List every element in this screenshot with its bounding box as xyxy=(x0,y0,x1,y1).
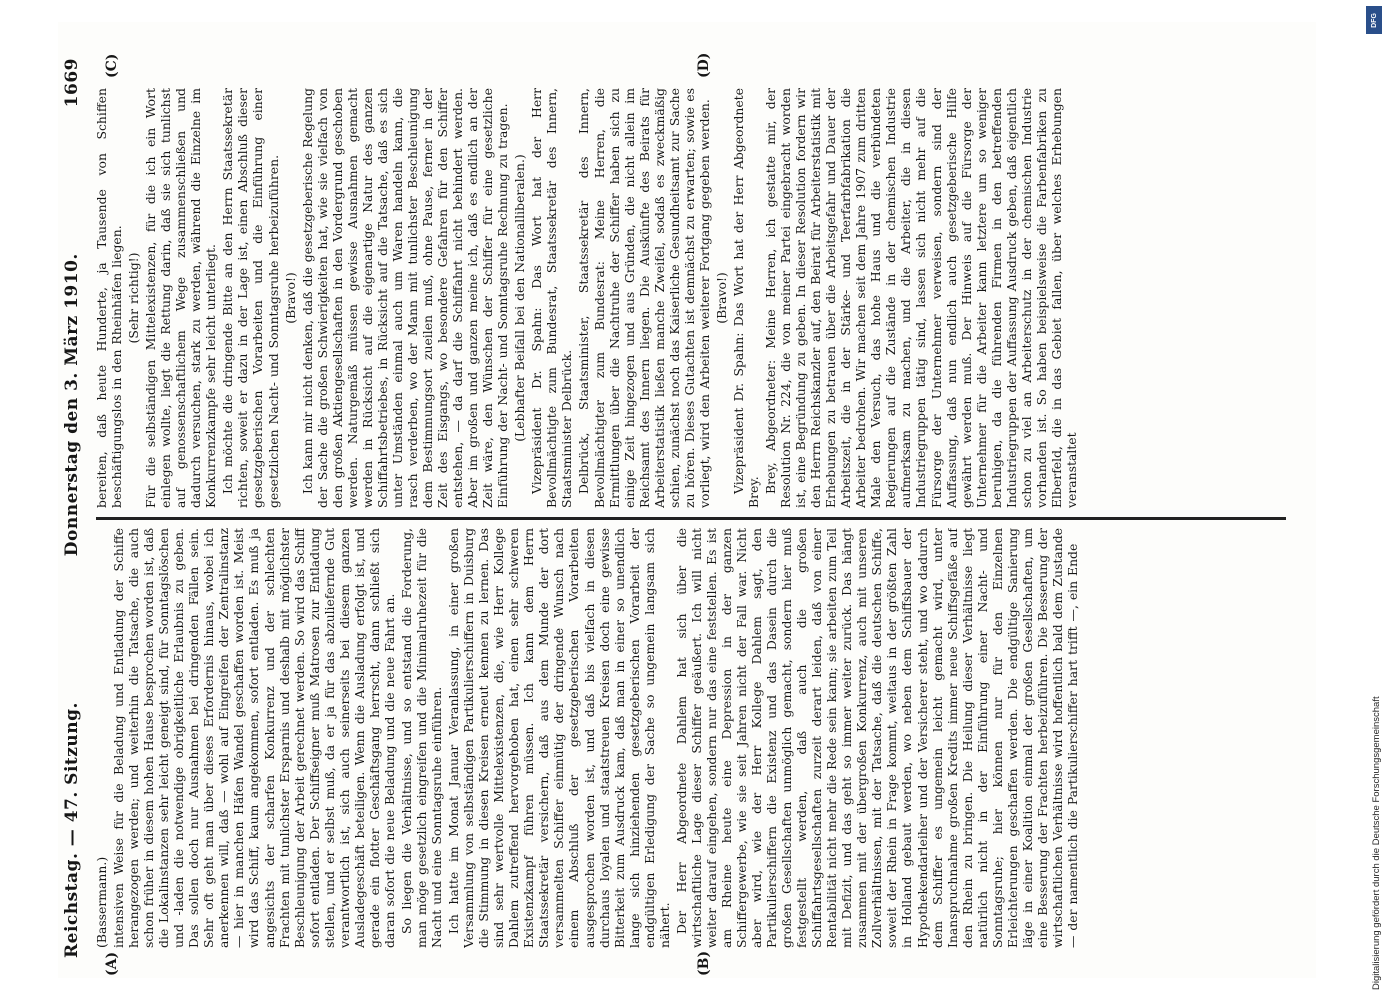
margin-mark-d: (D) xyxy=(696,52,712,78)
paragraph: bereiten, daß heute Hunderte, ja Tausende von Schiffen beschäftigungslos in den Rheinhäfen liegen. xyxy=(94,88,125,508)
paragraph: Ich kann mir nicht denken, daß die gesetzgeberische Regelung der Sache die großen Schwierigkeiten hat, wie sie vielfach von den großen Aktiengesellschaften in den Vordergrund geschoben werden. Naturgemäß müssen gewisse Ausnahmen gemacht werden in Rücksicht auf die eigenartige Natur des ganzen Schiffahrtsbetriebes, in Rücksicht auf die Tatsache, daß es sich unter Umständen einmal auch um Waren handeln kann, die rasch verderben, wo der Mann mit tunlichster Beschleunigung dem Bestimmungsort zueilen muß, ohne Pause, ferner in der Zeit des Eisgangs, wo besondere Gefahren für den Schiffer entstehen, — da darf die Schiffahrt nicht behindert werden. Aber im großen und ganzen meine ich, daß es endlich an der Zeit wäre, den Wünschen der Schiffer für eine gesetzliche Einführung der Nacht- und Sonntagsruhe Rechnung zu tragen. xyxy=(299,88,511,508)
paragraph: (Bravo!) xyxy=(282,272,298,324)
credit-text: Digitalisierung gefördert durch die Deutsche Forschungsgemeinschaft xyxy=(1370,696,1382,990)
paragraph: Delbrück, Staatsminister, Staatssekretär des Innern, Bevollmächtigter zum Bundesrat: Meine Herren, die Ermittlungen über die Nachtruhe der Schiffer haben sich zu einige Zeit hingezogen und aus Gründen, die nicht allein im Reichsamt des Innern liegen. Die Auskünfte des Beirats für Arbeiterstatistik ließen manche Zweifel, sodaß es zweckmäßig schien, zunächst noch das Kaiserliche Gesundheitsamt zur Sache zu hören. Dieses Gutachten ist demnächst zu erwarten; sowie es vorliegt, wird den Arbeiten weiterer Fortgang gegeben werden. xyxy=(576,88,712,508)
paragraph: So liegen die Verhältnisse, und so entstand die Forderung, man möge gesetzlich eingreifen und die Minimalruhezeit für die Nacht und eine Sonntagsruhe einführen. xyxy=(398,528,445,948)
paragraph: (Lebhafter Beifall bei den Nationalliberalen.) xyxy=(512,154,528,442)
left-column xyxy=(94,528,1289,948)
margin-mark-b: (B) xyxy=(696,950,712,976)
margin-mark-a: (A) xyxy=(104,951,120,976)
paragraph: Vizepräsident Dr. Spahn: Das Wort hat der Herr Abgeordnete Brey. xyxy=(730,88,761,508)
header-date: Donnerstag den 3. März 1910. xyxy=(62,253,82,557)
paragraph: Für die selbständigen Mittelexistenzen, für die ich ein Wort einlegen wollte, liegt die Rettung darin, daß sie sich tunlichst auf genossenschaftlichem Wege zusammenschließen und dadurch versuchen, stark zu werden, während die Einzelne im Konkurrenzkampfe sehr leicht unterliegt. xyxy=(143,88,219,508)
paragraph: Der Herr Abgeordnete Dahlem hat sich über die wirtschaftliche Lage dieser Schiffer geäußert. Ich will nicht weiter darauf eingehen, sondern nur das eine feststellen. Es ist am Rheine heute eine Depression in der ganzen Schiffergewerbe, wie sie seit Jahren nicht der Fall war. Nicht aber wird, wie der Herr Kollege Dahlem sagt, den Partikulierschiffern die Existenz und das Dasein durch die großen Gesellschaften unmöglich gemacht, sondern hier muß festgestellt werden, daß auch die großen Schiffahrtsgesellschaften zurzeit derart leiden, daß von einer Rentabilität nicht mehr die Rede sein kann; sie arbeiten zum Teil mit Defizit, und das geht so immer weiter zurück. Das hängt zusammen mit der übergroßen Konkurrenz, auch mit unseren Zollverhältnissen, mit der Tatsache, daß die deutschen Schiffe, soweit der Rhein in Frage kommt, weitaus in der größten Zahl in Holland gebaut werden, wo neben dem Schiffsbauer der Hypothekendarleiher und der Versicherer steht, und wo dadurch dem Schiffer es ungemein leicht gemacht wird, unter Inanspruchnahme großen Kredits immer neue Schiffsgefäße auf den Rhein zu bringen. Die Heilung dieser Verhältnisse liegt natürlich nicht in der Einführung einer Nacht- und Sonntagsruhe; hier können nur für den Einzelnen Erleichterungen geschaffen werden. Die endgültige Sanierung läge in einer Koalition einmal der großen Gesellschaften, um eine Besserung der Frachten herbeizuführen. Die Besserung der wirtschaftlichen Verhältnisse wird hoffentlich bald dem Zustande — der namentlich die Partikulierschiffer hart trifft —, ein Ende xyxy=(673,528,1080,948)
paragraph: Ich möchte die dringende Bitte an den Herrn Staatssekretär richten, soweit er dazu in der Lage ist, einen Abschluß dieser gesetzgeberischen Vorarbeiten und die Einführung einer gesetzlichen Nacht- und Sonntagsruhe herbeizuführen. xyxy=(220,88,281,508)
paragraph: (Sehr richtig!) xyxy=(126,252,142,344)
rotated-page xyxy=(56,38,1316,978)
paragraph: intensiven Weise für die Beladung und Entladung der Schiffe herangezogen werden; und weiterhin die Tatsache, die auch schon früher in diesem hohen Hause besprochen worden ist, daß die Lokalinstanzen sehr leicht geneigt sind, für Sonntagslöschen und -laden die notwendige obrigkeitliche Erlaubnis zu geben. Das sollen doch nur Ausnahmen bei dringenden Fällen sein. Sehr oft geht man über dieses Erfordernis hinaus, wobei ich anerkennen will, daß — wohl auf Eingreifen der Zentralinstanz — hier in manchen Häfen Wandel geschaffen worden ist. Meist wird das Schiff, kaum angekommen, sofort entladen. Es muß ja angesichts der scharfen Konkurrenz und der schlechten Frachten mit tunlichster Ersparnis und deshalb mit möglichster Beschleunigung der Arbeit gerechnet werden. So wird das Schiff sofort entladen. Der Schiffseigner muß Matrosen zur Entladung stellen, und er selbst muß, da er ja für das abzuliefernde Gut verantwortlich ist, sich auch seinerseits bei diesem ganzen Ausladegeschäft beteiligen. Wenn die Ausladung erfolgt ist, und gerade ein flotter Geschäftsgang herrscht, dann schließt sich daran sofort die neue Beladung und die neue Fahrt an. xyxy=(111,528,397,948)
column-divider xyxy=(96,517,1286,520)
paragraph: (Bravo!) xyxy=(713,272,729,324)
page-number: 1669 xyxy=(62,58,82,108)
paragraph: Ich hatte im Monat Januar Veranlassung, in einer großen Versammlung von selbständigen Partikulierschiffern in Duisburg die Stimmung in diesen Kreisen erneut kennen zu lernen. Das sind sehr wertvolle Mittelexistenzen, die, wie Herr Kollege Dahlem zutreffend hervorgehoben hat, einen sehr schweren Existenzkampf führen müssen. Ich kann dem Herrn Staatssekretär versichern, daß aus dem Munde der dort versammelten Schiffer einmütig der dringende Wunsch nach einem Abschluß der gesetzgeberischen Vorarbeiten ausgesprochen worden ist, und daß bis vielfach in diesen durchaus loyalen und staatstreuen Kreisen doch eine gewisse Bitterkeit zum Ausdruck kam, daß man in einer so unendlich lange sich hinziehenden gesetzgeberischen Vorarbeit der endgültigen Erledigung der Sache so ungemein langsam sich nähert. xyxy=(446,528,672,948)
dfg-logo-text: DFG xyxy=(1370,12,1378,28)
right-column xyxy=(94,88,1289,508)
digitization-credit xyxy=(1370,0,1382,990)
paragraph: Vizepräsident Dr. Spahn: Das Wort hat der Herr Bevollmächtigte zum Bundesrat, Staatssekretär des Innern, Staatsminister Delbrück. xyxy=(529,88,575,508)
page-header xyxy=(56,58,88,958)
header-left: Reichstag. — 47. Sitzung. xyxy=(62,702,82,958)
paragraph: (Bassermann.) xyxy=(94,856,109,948)
margin-mark-c: (C) xyxy=(104,53,120,78)
paragraph: Brey, Abgeordneter: Meine Herren, ich gestatte mir, der Resolution Nr. 224, die von meiner Partei eingebracht worden ist, eine Begründung zu geben. In dieser Resolution fordern wir den Herrn Reichskanzler auf, den Beirat für Arbeiterstatistik mit Erhebungen zu betrauen über die Arbeitsgefahr und Dauer der Arbeitszeit, die in der Stärke- und Teerfarbfabrikation die Arbeiter bedrohen. Wir machen seit dem Jahre 1907 zum dritten Male den Versuch, das hohe Haus und die verbündeten Regierungen auf die Zustände in der chemischen Industrie aufmerksam zu machen, und die Arbeiter, die in diesen Industriegruppen tätig sind, lassen sich nicht mehr auf die Fürsorge der Unternehmer verweisen, sondern sind der Auffassung, daß nun endlich auch gesetzgeberische Hilfe gewährt werden muß. Der Hinweis auf die Fürsorge der Unternehmer für die Arbeiter kann letztere um so weniger beruhigen, da die führenden Firmen in den betreffenden Industriegruppen der Auffassung Ausdruck geben, daß eigentlich schon zu viel an Arbeiterschutz in der chemischen Industrie vorhanden ist. So haben beispielsweise die Farbenfabriken zu Elberfeld, die in das Gebiet fallen, über welches Erhebungen veranstaltet xyxy=(763,88,1079,508)
